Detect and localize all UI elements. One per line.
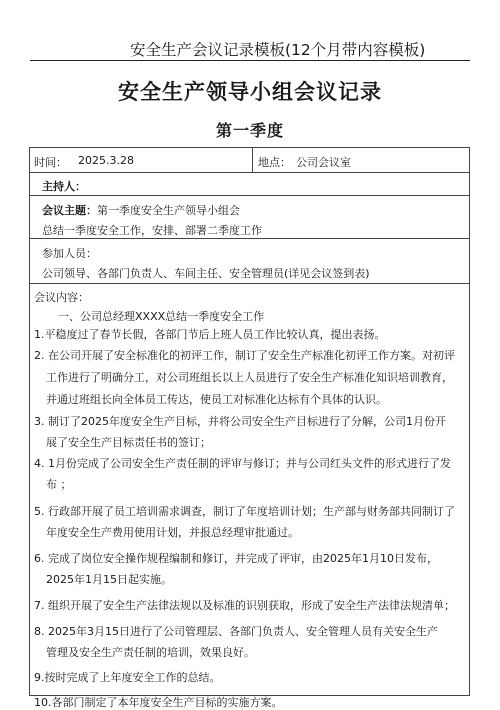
meeting-content [30,284,469,709]
content-line: 3. 制订了2025年度安全生产目标，并将公司安全生产目标进行了分解，公司1月份开 [34,415,446,428]
content-label: 会议内容： [34,291,89,304]
header-divider [30,60,470,61]
content-line: 1.平稳度过了春节长假，各部门节后上班人员工作比较认真，提出表扬。 [34,328,386,341]
host-row [30,173,469,196]
content-line: 工作进行了明确分工，对公司班组长以上人员进行了安全生产标准化知识培训教育， [46,371,453,384]
content-line: 2. 在公司开展了安全标准化的初评工作，制订了安全生产标准化初评工作方案。对初评 [34,349,455,362]
content-line: 9.按时完成了上年度安全工作的总结。 [34,671,221,684]
attendees-label: 参加人员： [42,247,97,260]
time-location-row [30,148,469,173]
content-line: 7. 组织开展了安全生产法律法规以及标准的识别获取，形成了安全生产法律法规清单； [34,599,455,612]
time-value: 2025.3.28 [78,154,134,167]
content-line: 8. 2025年3月15日进行了公司管理层、各部门负责人、安全管理人员有关安全生产 [34,625,438,638]
meeting-record-table [29,147,470,709]
location-value: 公司会议室 [296,156,351,169]
content-line: 4. 1月份完成了公司安全生产责任制的评审与修订；并与公司红头文件的形式进行了发 [34,457,451,470]
content-line: 年度安全生产费用使用计划，并报总经理审批通过。 [46,526,299,539]
time-label: 时间： [34,156,67,169]
content-line: 5. 行政部开展了员工培训需求调查，制订了年度培训计划；生产部与财务部共同制订了 [34,505,455,518]
topic-detail: 总结一季度安全工作，安排、部署二季度工作 [42,224,262,237]
column-divider [252,148,253,172]
topic-value: 第一季度安全生产领导小组会 [97,204,240,217]
content-line: 6. 完成了岗位安全操作规程编制和修订，并完成了评审，由2025年1月10日发布， [34,552,438,565]
content-line: 管理及安全生产责任制的培训，效果良好。 [46,646,255,659]
host-label: 主持人： [42,180,86,193]
template-header-title: 安全生产会议记录模板(12个月带内容模板) [130,41,426,59]
attendees-value: 公司领导、各部门负责人、车间主任、安全管理员(详见会议签到表) [42,267,370,280]
document-subtitle: 第一季度 [215,121,284,140]
content-line: 2025年1月15日起实施。 [46,573,172,586]
location-label: 地点： [258,156,291,169]
content-line: 并通过班组长向全体员工传达，使员工对标准化达标有个具体的认识。 [46,393,387,406]
attendees-row [30,239,469,284]
content-line: 一、公司总经理XXXX总结一季度安全工作 [58,310,265,323]
content-line: 布 ； [46,478,72,491]
topic-label: 会议主题： [42,204,97,217]
document-title: 安全生产领导小组会议记录 [118,80,382,104]
topic-row [30,196,469,239]
content-line: 展了安全生产目标责任书的签订； [46,436,211,449]
content-line: 10.各部门制定了本年度安全生产目标的实施方案。 [34,696,283,709]
